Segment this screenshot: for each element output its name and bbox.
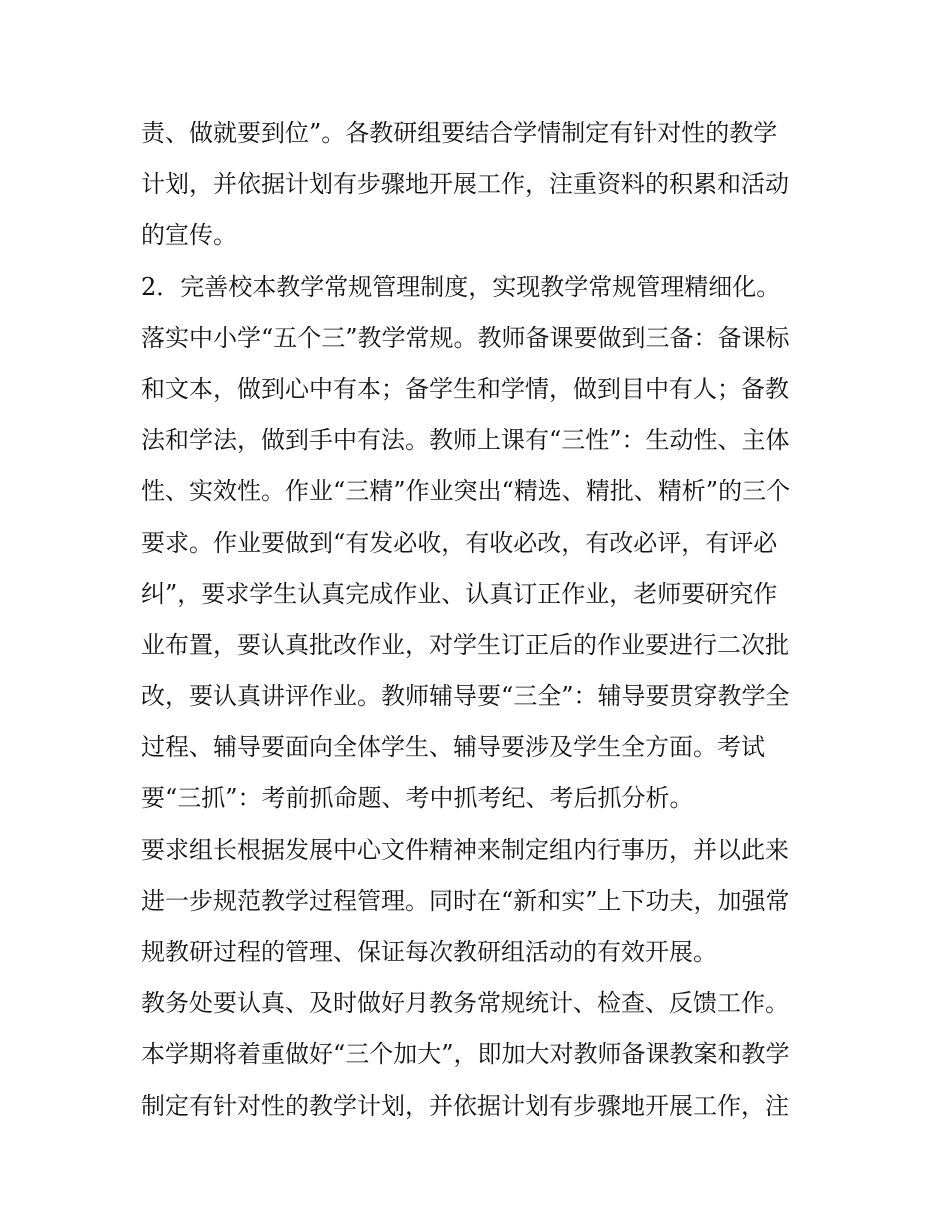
text-line: 计划，并依据计划有步骤地开展工作，注重资料的积累和活动 (141, 170, 789, 199)
text-line: 要求组长根据发展中心文件精神来制定组内行事历，并以此来 (141, 835, 789, 864)
text-line: 规教研过程的管理、保证每次教研组活动的有效开展。 (141, 938, 717, 966)
text-line: 和文本，做到心中有本；备学生和学情，做到目中有人；备教 (141, 374, 789, 403)
text-line: 教务处要认真、及时做好月教务常规统计、检查、反馈工作。 (141, 989, 789, 1018)
text-line: 2．完善校本教学常规管理制度，实现教学常规管理精细化。 (141, 272, 781, 301)
document-body (141, 108, 821, 1132)
text-line: 落实中小学“五个三”教学常规。教师备课要做到三备：备课标 (141, 323, 790, 352)
text-line: 要求。作业要做到“有发必收，有收必改，有改必评，有评必 (141, 528, 778, 557)
text-line: 过程、辅导要面向全体学生、辅导要涉及学生全方面。考试 (141, 733, 765, 762)
text-line: 本学期将着重做好“三个加大”，即加大对教师备课教案和教学 (141, 1040, 790, 1069)
text-line: 进一步规范教学过程管理。同时在“新和实”上下功夫，加强常 (141, 886, 790, 915)
text-line: 要“三抓”：考前抓命题、考中抓考纪、考后抓分析。 (141, 784, 694, 813)
text-line: 责、做就要到位”。各教研组要结合学情制定有针对性的教学 (141, 119, 778, 147)
text-line: 的宣传。 (141, 221, 237, 250)
text-line: 纠”，要求学生认真完成作业、认真订正作业，老师要研究作 (141, 579, 778, 608)
text-line: 制定有针对性的教学计划，并依据计划有步骤地开展工作，注 (141, 1091, 789, 1120)
text-line: 法和学法，做到手中有法。教师上课有“三性”：生动性、主体 (141, 426, 790, 455)
text-line: 业布置，要认真批改作业，对学生订正后的作业要进行二次批 (141, 630, 789, 659)
text-line: 性、实效性。作业“三精”作业突出“精选、精批、精析”的三个 (141, 477, 791, 506)
text-line: 改，要认真讲评作业。教师辅导要“三全”：辅导要贯穿教学全 (141, 682, 790, 711)
